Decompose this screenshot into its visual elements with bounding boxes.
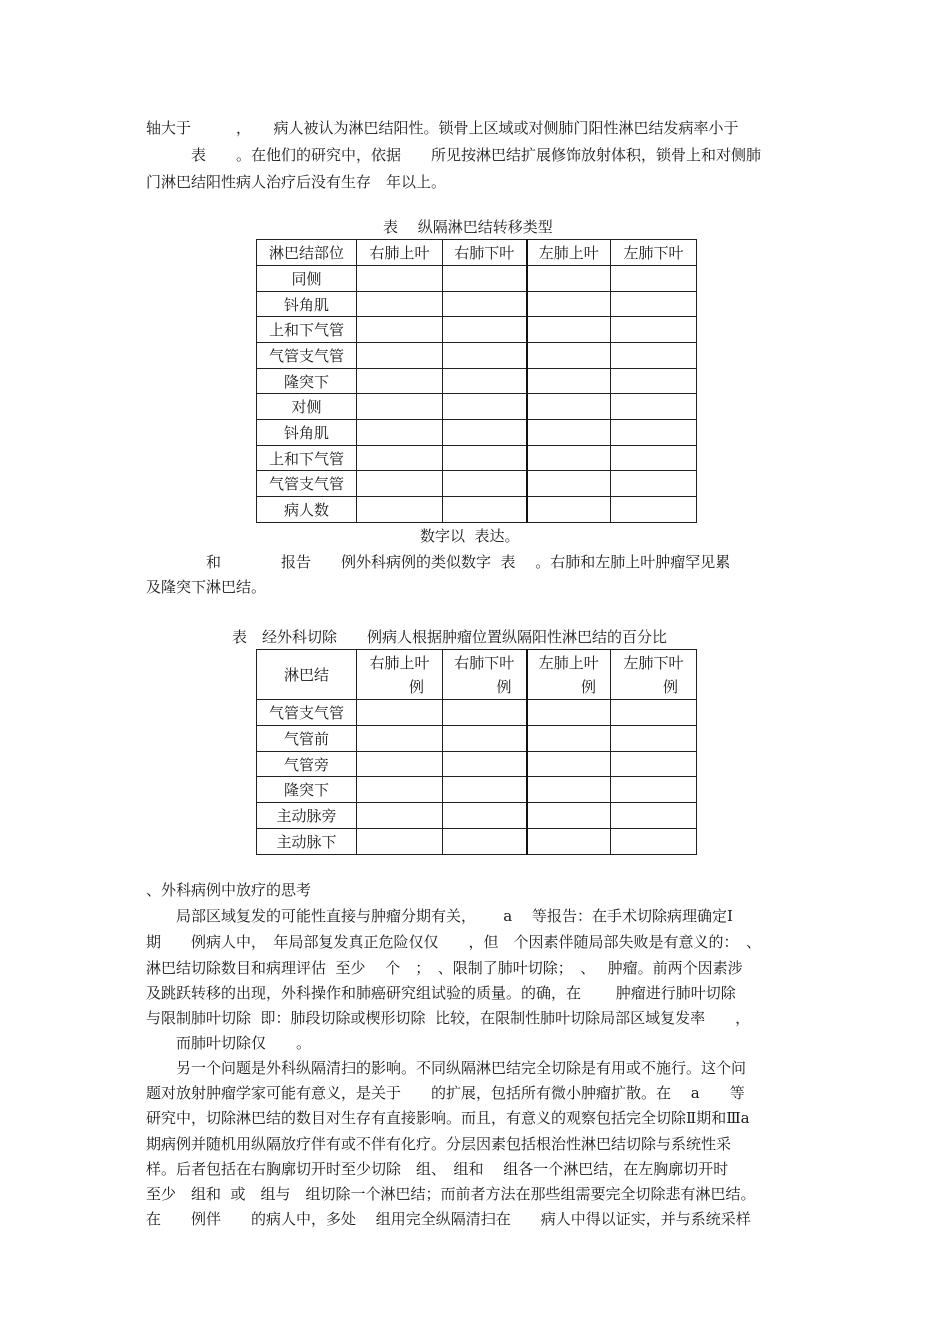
para1-line-3: 门淋巴结阳性病人治疗后没有生存 年以上。 (146, 173, 447, 191)
para3-line-1: 局部区域复发的可能性直接与肿瘤分期有关， a 等报告：在手术切除病理确定Ⅰ (146, 907, 733, 925)
table-row (257, 471, 697, 497)
table1-header: 左肺上叶 (527, 240, 611, 266)
para1-line-2: 表 。在他们的研究中，依据 所见按淋巴结扩展修饰放射体积，锁骨上和对侧肺 (146, 146, 762, 164)
table-row (257, 726, 697, 752)
row-label: 钭角肌 (257, 420, 357, 446)
table1-note: 数字以 表达。 (420, 527, 520, 545)
para4-line-6: 至少 组和 或 组与 组切除一个淋巴结；而前者方法在那些组需要完全切除悲有淋巴结。 (146, 1185, 756, 1203)
row-label: 对侧 (257, 394, 357, 420)
row-label: 同侧 (257, 266, 357, 292)
row-label: 主动脉下 (257, 829, 357, 855)
table2-header-row (257, 650, 697, 700)
table-row (257, 829, 697, 855)
table-row (257, 752, 697, 777)
table-row (257, 394, 697, 420)
table2-header: 右肺下叶 例 (443, 650, 527, 700)
para2-line-1: 和 报告 例外科病例的类似数字 表 。右肺和左肺上叶肿瘤罕见累 (146, 553, 731, 571)
row-label: 钭角肌 (257, 292, 357, 317)
row-label: 上和下气管 (257, 317, 357, 343)
row-label: 病人数 (257, 497, 357, 523)
para3-line-6: 而肺叶切除仅 。 (146, 1034, 312, 1052)
para4-line-5: 样。后者包括在右胸廓切开时至少切除 组、 组和 组各一个淋巴结，在左胸廓切开时 (146, 1160, 729, 1178)
row-label: 隆突下 (257, 369, 357, 394)
table2-header: 左肺上叶 例 (527, 650, 611, 700)
para4-line-7: 在 例伴 的病人中，多处 组用完全纵隔清扫在 病人中得以证实，并与系统采样 (146, 1210, 751, 1228)
table2-header: 右肺上叶 例 (357, 650, 443, 700)
row-label: 气管支气管 (257, 471, 357, 497)
table2 (256, 649, 697, 855)
row-label: 气管支气管 (257, 343, 357, 369)
para4-line-3: 研究中，切除淋巴结的数目对生存有直接影响。而且，有意义的观察包括完全切除Ⅱ期和Ⅲa (146, 1109, 750, 1127)
table-row (257, 369, 697, 394)
table-row (257, 803, 697, 829)
table1 (256, 239, 697, 523)
table-row (257, 497, 697, 523)
para1-line-1: 轴大于 ， 病人被认为淋巴结阳性。锁骨上区域或对侧肺门阳性淋巴结发病率小于 (146, 119, 739, 137)
para3-line-4: 及跳跃转移的出现，外科操作和肺癌研究组试验的质量。的确，在 肿瘤进行肺叶切除 (146, 984, 736, 1002)
row-label: 气管前 (257, 726, 357, 752)
table1-header: 右肺下叶 (443, 240, 527, 266)
table-row (257, 343, 697, 369)
para4-line-4: 期病例并随机用纵隔放疗伴有或不伴有化疗。分层因素包括根治性淋巴结切除与系统性采 (146, 1135, 732, 1153)
row-label: 上和下气管 (257, 446, 357, 471)
table-row (257, 777, 697, 803)
row-label: 主动脉旁 (257, 803, 357, 829)
para3-line-5: 与限制肺叶切除 即：肺段切除或楔形切除 比较，在限制性肺叶切除局部区域复发率 ， (146, 1009, 751, 1027)
row-label: 气管支气管 (257, 700, 357, 726)
para4-line-2: 题对放射肿瘤学家可能有意义，是关于 的扩展，包括所有微小肿瘤扩散。在 a 等 (146, 1084, 745, 1102)
para4-line-1: 另一个问题是外科纵隔清扫的影响。不同纵隔淋巴结完全切除是有用或不施行。这个问 (146, 1059, 747, 1077)
table1-header: 左肺下叶 (611, 240, 697, 266)
table-row (257, 292, 697, 317)
section-heading: 、外科病例中放疗的思考 (146, 881, 312, 899)
table1-caption: 表 纵隔淋巴结转移类型 (383, 218, 553, 236)
table1-header: 淋巴结部位 (257, 240, 357, 266)
para3-line-2: 期 例病人中， 年局部复发真正危险仅仅 ，但 个因素伴随局部失败是有意义的： 、 (146, 933, 762, 951)
table-row (257, 317, 697, 343)
para2-line-2: 及隆突下淋巴结。 (146, 578, 267, 596)
table-row (257, 700, 697, 726)
row-label: 隆突下 (257, 777, 357, 803)
table-row (257, 266, 697, 292)
para3-line-3: 淋巴结切除数目和病理评估 至少 个 ； 、限制了肺叶切除； 、 肿瘤。前两个因素涉 (146, 959, 743, 977)
table1-header: 右肺上叶 (357, 240, 443, 266)
table2-header: 左肺下叶 例 (611, 650, 697, 700)
table-row (257, 420, 697, 446)
row-label: 气管旁 (257, 752, 357, 777)
table2-caption: 表 经外科切除 例病人根据肿瘤位置纵隔阳性淋巴结的百分比 (232, 628, 668, 646)
table1-header-row (257, 240, 697, 266)
table-row (257, 446, 697, 471)
table2-row-header: 淋巴结 (257, 650, 357, 700)
